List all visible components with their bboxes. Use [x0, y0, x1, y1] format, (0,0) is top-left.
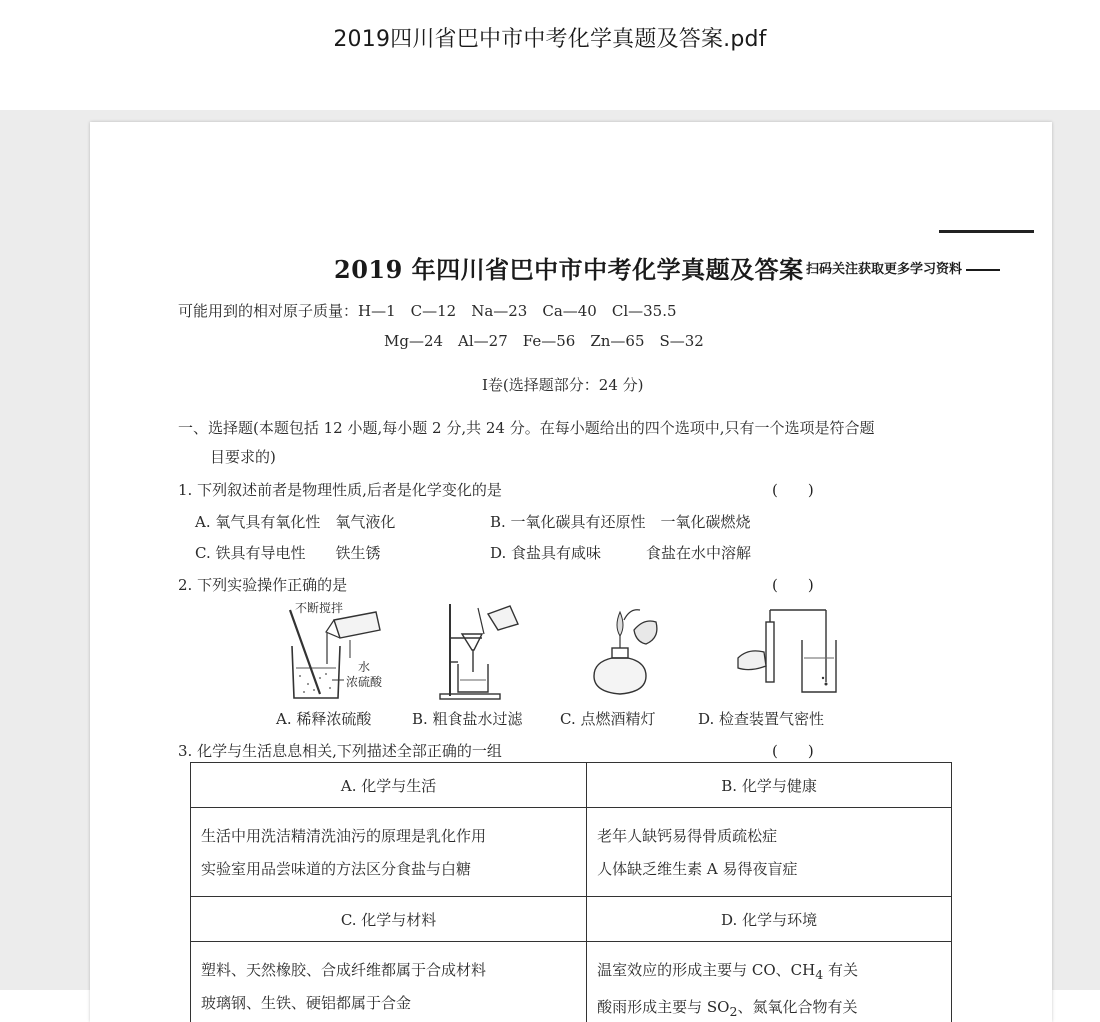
figure-filtration: [436, 598, 526, 702]
q3-d-line-1-sub: 4: [815, 967, 823, 982]
part-heading: Ⅰ卷(选择题部分：24 分): [482, 374, 644, 395]
q2-caption-a: A. 稀释浓硫酸: [276, 708, 371, 729]
pdf-page: [90, 122, 1052, 1022]
q3-cell-b: [587, 808, 952, 897]
title-bar: [0, 0, 1100, 110]
q2-caption-b: B. 粗食盐水过滤: [412, 708, 523, 729]
label-stir: 不断搅拌: [295, 599, 343, 616]
pdf-viewer[interactable]: [0, 110, 1100, 990]
q3-d-line-2-tail: 、氮氧化合物有关: [737, 998, 857, 1016]
q3-header-d: D. 化学与环境: [587, 897, 952, 942]
q3-c-line-1: 塑料、天然橡胶、合成纤维都属于合成材料: [201, 954, 576, 987]
q3-cell-d: [587, 942, 952, 1022]
q3-d-line-1-tail: 有关: [823, 961, 858, 979]
q2-caption-d: D. 检查装置气密性: [698, 708, 824, 729]
section-instruction-line-1: 一、选择题(本题包括 12 小题,每小题 2 分,共 24 分。在每小题给出的四个选项中,只有一个选项是符合题: [178, 417, 875, 438]
header-rule: [939, 230, 1034, 239]
q3-options-table: [190, 762, 952, 1022]
qr-note-text: 扫码关注获取更多学习资料: [806, 262, 962, 277]
q2-caption-c: C. 点燃酒精灯: [560, 708, 655, 729]
q3-a-line-1: 生活中用洗洁精清洗油污的原理是乳化作用: [201, 820, 576, 853]
q3-d-line-2-text: 酸雨形成主要与 SO: [597, 998, 729, 1016]
q3-a-line-2: 实验室用品尝味道的方法区分食盐与白糖: [201, 853, 576, 886]
label-water: 水: [358, 658, 370, 675]
figure-airtightness: [730, 602, 840, 702]
q2-answer-paren: ( ): [772, 574, 814, 595]
q3-b-line-1: 老年人缺钙易得骨质疏松症: [597, 820, 941, 853]
q3-d-line-2: [597, 991, 941, 1022]
q1-option-d: D. 食盐具有咸味 食盐在水中溶解: [490, 542, 751, 563]
atomic-mass-line-1: 可能用到的相对原子质量：H—1 C—12 Na—23 Ca—40 Cl—35.5: [178, 300, 677, 321]
file-title: 2019四川省巴中市中考化学真题及答案.pdf: [0, 22, 1100, 53]
q1-stem: 1. 下列叙述前者是物理性质,后者是化学变化的是: [178, 479, 502, 500]
q1-option-c: C. 铁具有导电性 铁生锈: [195, 542, 380, 563]
atomic-mass-line-2: Mg—24 Al—27 Fe—56 Zn—65 S—32: [384, 330, 704, 351]
q3-header-a: A. 化学与生活: [191, 763, 587, 808]
q3-d-line-2-sub: 2: [729, 1004, 737, 1019]
document-title: 2019 年四川省巴中市中考化学真题及答案: [334, 250, 804, 285]
q3-d-line-1-text: 温室效应的形成主要与 CO、CH: [597, 961, 815, 979]
q2-stem: 2. 下列实验操作正确的是: [178, 574, 347, 595]
q3-cell-a: [191, 808, 587, 897]
q3-answer-paren: ( ): [772, 740, 814, 761]
q3-d-line-1: [597, 954, 941, 991]
q3-c-line-2: 玻璃钢、生铁、硬铝都属于合金: [201, 987, 576, 1020]
figure-alcohol-lamp: [584, 600, 664, 704]
q3-header-b: B. 化学与健康: [587, 763, 952, 808]
q3-cell-c: [191, 942, 587, 1022]
q1-option-a: A. 氧气具有氧化性 氧气液化: [195, 511, 395, 532]
q3-b-line-2: 人体缺乏维生素 A 易得夜盲症: [597, 853, 941, 886]
section-instruction-line-2: 目要求的): [210, 446, 276, 467]
q3-header-c: C. 化学与材料: [191, 897, 587, 942]
qr-note: [806, 258, 1000, 277]
label-acid: 浓硫酸: [346, 673, 382, 690]
q3-stem: 3. 化学与生活息息相关,下列描述全部正确的一组: [178, 740, 502, 761]
qr-note-dash: [966, 269, 1000, 271]
q1-answer-paren: ( ): [772, 479, 814, 500]
q1-option-b: B. 一氧化碳具有还原性 一氧化碳燃烧: [490, 511, 751, 532]
